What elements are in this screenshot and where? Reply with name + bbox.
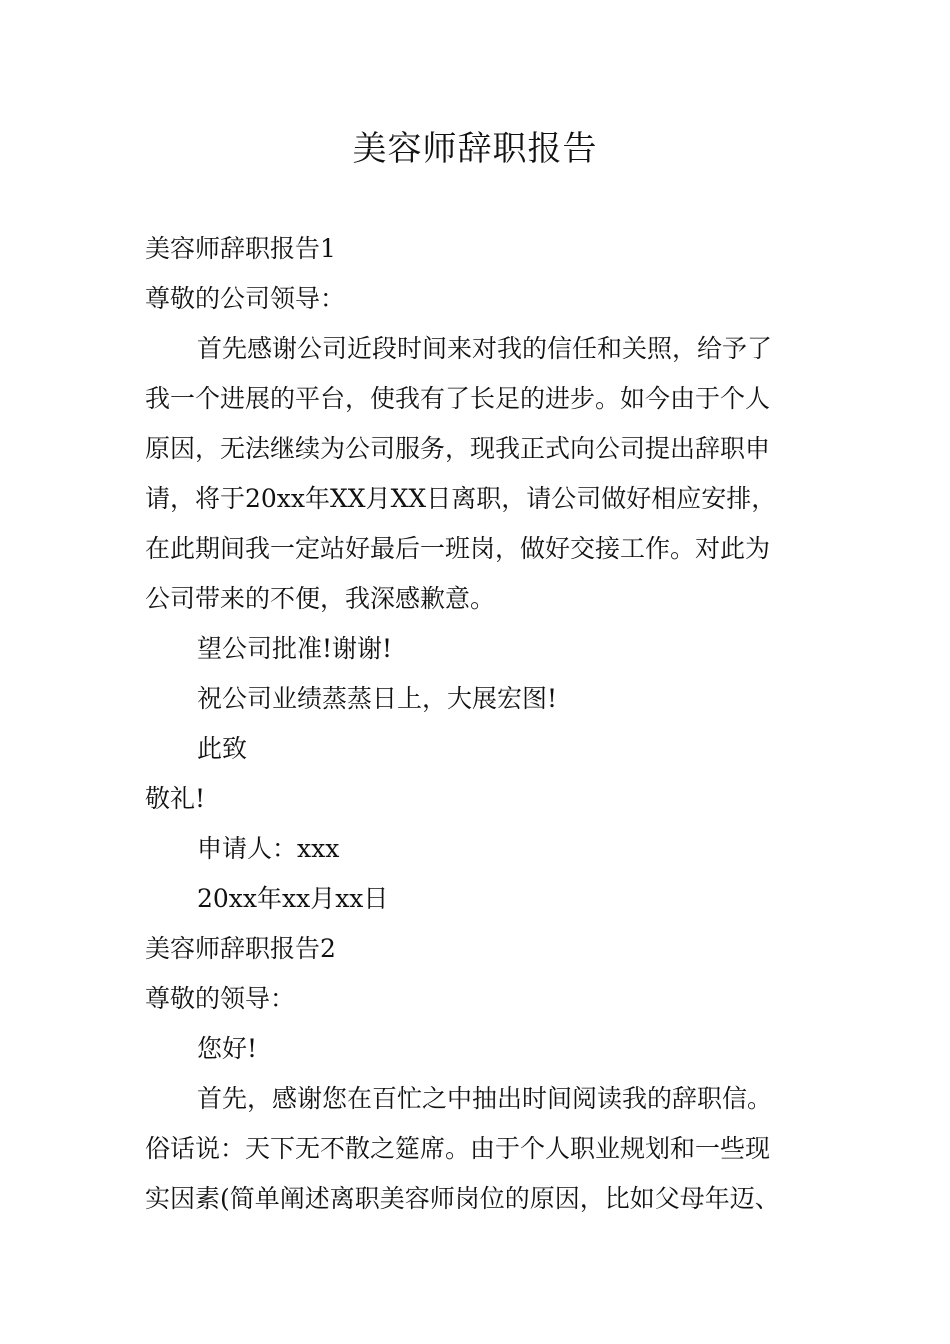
- letter1-body-line: 请，将于20xx年XX月XX日离职，请公司做好相应安排，: [145, 484, 777, 513]
- letter1-heading: 美容师辞职报告1: [145, 234, 336, 263]
- letter2-greeting: 您好!: [197, 1034, 258, 1063]
- letter2-salutation: 尊敬的领导：: [145, 984, 296, 1013]
- document-body: [145, 224, 807, 1224]
- letter1-request: 望公司批准!谢谢!: [197, 634, 393, 663]
- letter1-applicant: 申请人：xxx: [197, 834, 340, 863]
- letter1-wish: 祝公司业绩蒸蒸日上，大展宏图!: [197, 684, 558, 713]
- letter1-body-line: 首先感谢公司近段时间来对我的信任和关照，给予了: [197, 334, 773, 363]
- letter2-body-line: 实因素(简单阐述离职美容师岗位的原因，比如父母年迈、: [145, 1184, 780, 1213]
- letter1-date: 20xx年xx月xx日: [197, 884, 389, 913]
- letter2-body-line: 首先，感谢您在百忙之中抽出时间阅读我的辞职信。: [197, 1084, 773, 1113]
- letter2-heading: 美容师辞职报告2: [145, 934, 336, 963]
- letter1-body-line: 我一个进展的平台，使我有了长足的进步。如今由于个人: [145, 384, 771, 413]
- letter1-closing-1: 此致: [197, 734, 248, 763]
- letter1-body-line: 公司带来的不便，我深感歉意。: [145, 584, 496, 613]
- letter2-body-line: 俗话说：天下无不散之筵席。由于个人职业规划和一些现: [145, 1134, 771, 1163]
- document-title: 美容师辞职报告: [352, 129, 598, 169]
- letter1-salutation: 尊敬的公司领导：: [145, 284, 346, 313]
- letter1-body-line: 在此期间我一定站好最后一班岗，做好交接工作。对此为: [145, 534, 771, 563]
- letter1-body-line: 原因，无法继续为公司服务，现我正式向公司提出辞职申: [145, 434, 771, 463]
- letter1-closing-2: 敬礼!: [145, 784, 206, 813]
